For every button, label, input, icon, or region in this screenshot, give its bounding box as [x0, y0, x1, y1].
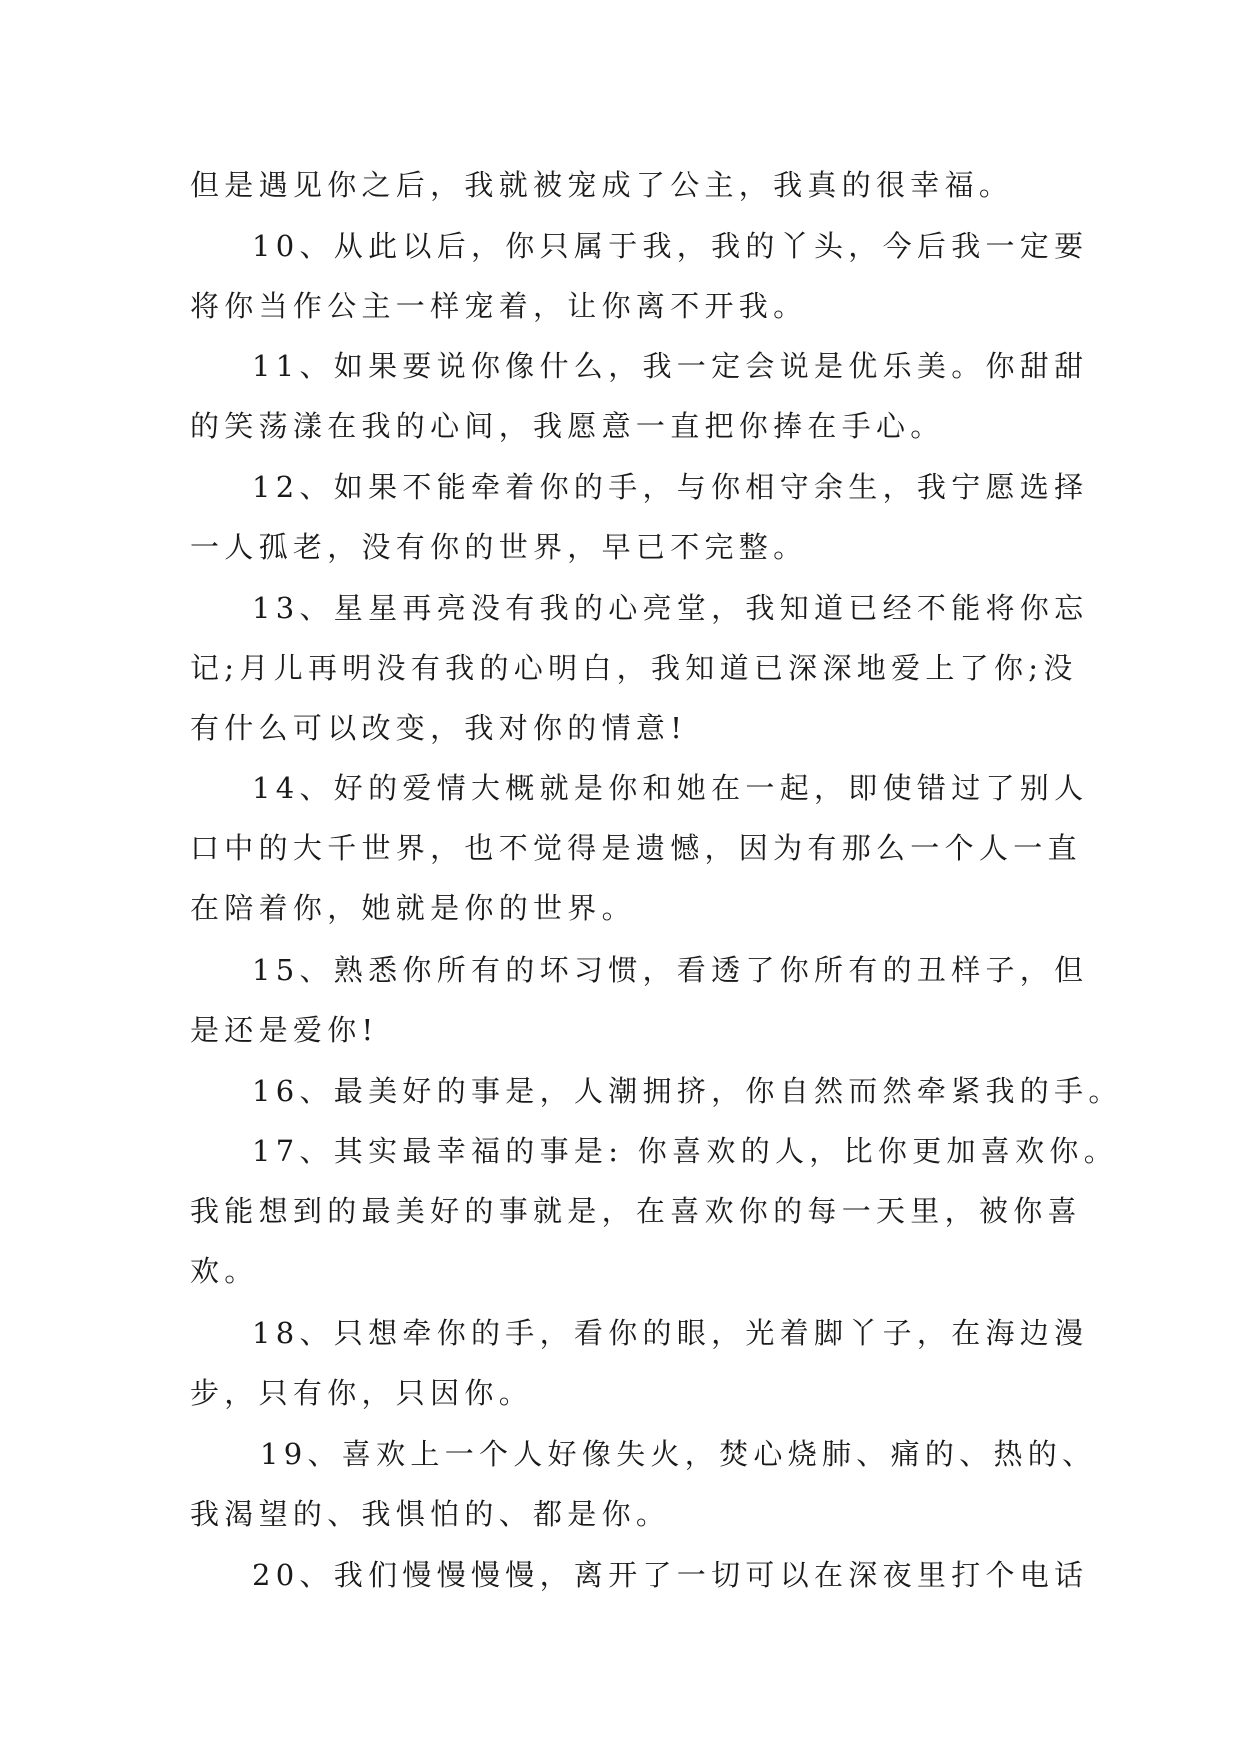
paragraph-line: 口中的大千世界，也不觉得是遗憾，因为有那么一个人一直 [190, 831, 1082, 865]
paragraph-line: 10、从此以后，你只属于我，我的丫头，今后我一定要 [252, 229, 1089, 263]
paragraph-line: 12、如果不能牵着你的手，与你相守余生，我宁愿选择 [252, 470, 1089, 504]
paragraph-line: 11、如果要说你像什么，我一定会说是优乐美。你甜甜 [252, 349, 1089, 383]
paragraph-line: 13、星星再亮没有我的心亮堂，我知道已经不能将你忘 [252, 591, 1089, 625]
paragraph-line: 我能想到的最美好的事就是，在喜欢你的每一天里，被你喜 [190, 1194, 1082, 1228]
paragraph-line: 步，只有你，只因你。 [190, 1376, 534, 1410]
paragraph-line: 19、喜欢上一个人好像失火，焚心烧肺、痛的、热的、 [260, 1437, 1097, 1471]
paragraph-line: 将你当作公主一样宠着，让你离不开我。 [190, 289, 808, 323]
paragraph-line: 18、只想牵你的手，看你的眼，光着脚丫子，在海边漫 [252, 1316, 1089, 1350]
paragraph-line: 17、其实最幸福的事是: 你喜欢的人，比你更加喜欢你。 [252, 1134, 1118, 1168]
paragraph-line: 在陪着你，她就是你的世界。 [190, 891, 636, 925]
paragraph-line: 一人孤老，没有你的世界，早已不完整。 [190, 530, 808, 564]
paragraph-line: 我渴望的、我惧怕的、都是你。 [190, 1497, 671, 1531]
paragraph-line: 记;月儿再明没有我的心明白，我知道已深深地爱上了你;没 [190, 651, 1078, 685]
paragraph-line: 16、最美好的事是，人潮拥挤，你自然而然牵紧我的手。 [252, 1074, 1123, 1108]
paragraph-line: 14、好的爱情大概就是你和她在一起，即使错过了别人 [252, 771, 1089, 805]
paragraph-line: 但是遇见你之后，我就被宠成了公主，我真的很幸福。 [190, 168, 1014, 202]
paragraph-line: 欢。 [190, 1254, 259, 1288]
paragraph-line: 有什么可以改变，我对你的情意! [190, 711, 688, 745]
paragraph-line: 15、熟悉你所有的坏习惯，看透了你所有的丑样子，但 [252, 953, 1089, 987]
paragraph-line: 20、我们慢慢慢慢，离开了一切可以在深夜里打个电话 [252, 1558, 1089, 1592]
paragraph-line: 是还是爱你! [190, 1013, 379, 1047]
paragraph-line: 的笑荡漾在我的心间，我愿意一直把你捧在手心。 [190, 409, 945, 443]
